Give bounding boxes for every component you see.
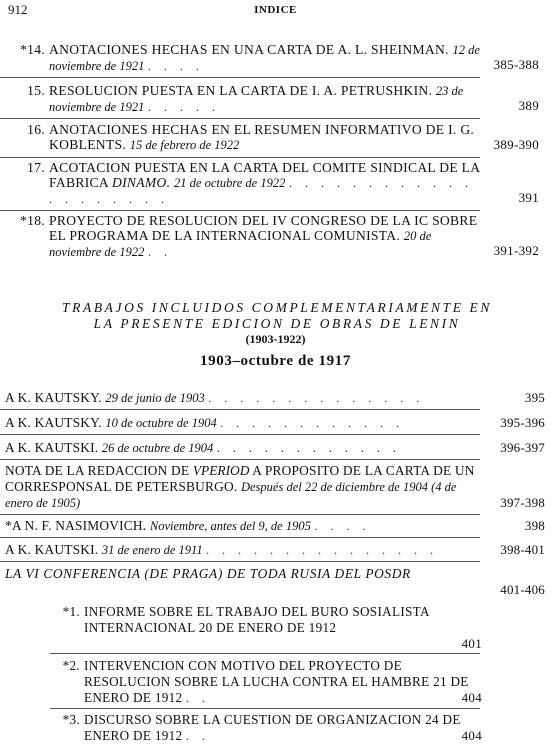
toc-entry: 17. ACOTACION PUESTA EN LA CARTA DEL COMITE SINDICAL DE LA FABRICA DINAMO. 21 de octubre de 1922 . . . . . . . . . . . . . . . . . . . . 391 <box>5 160 483 207</box>
page-number: 912 <box>8 2 28 17</box>
entry-page: 385-388 <box>493 57 539 72</box>
divider <box>0 434 480 435</box>
entry-date: 12 de noviembre de 1921 <box>49 43 480 73</box>
entry-number: 15. <box>27 83 45 98</box>
entry-page: 395 <box>524 390 545 405</box>
entry-page: 398 <box>524 518 545 533</box>
toc-entry <box>5 566 545 597</box>
entry-date: Después del 22 de diciembre de 1904 (4 de enero de 1905) <box>5 480 457 510</box>
entry-date: 20 de noviembre de 1922 <box>49 229 432 259</box>
entry-title: ANOTACIONES HECHAS EN UNA CARTA DE A. L. SHEINMAN. <box>49 42 449 57</box>
toc-entry: A K. KAUTSKY. 29 de junio de 1903 . . . . . . . . . . . . . . 395 <box>5 390 545 405</box>
divider <box>50 708 480 709</box>
toc-entry <box>5 122 539 153</box>
entry-title-emphasis: LA VI CONFERENCIA (DE PRAGA) DE TODA RUSIA DEL POSDR <box>5 566 411 581</box>
divider <box>0 561 480 562</box>
entry-title-cont: A PROPOSITO DE LA CARTA DE UN CORRESPONSAL DE PETERSBURGO. <box>5 463 475 494</box>
entry-title: PROYECTO DE RESOLUCION DEL IV CONGRESO DE LA IC SOBRE EL PROGRAMA DE LA INTERNACIONAL COMUNISTA. <box>49 213 478 243</box>
entry-title-emphasis: VPERIOD <box>192 463 250 478</box>
entry-page: 389-390 <box>493 137 539 152</box>
entry-page: 389 <box>518 98 539 113</box>
divider <box>0 210 480 211</box>
toc-subentry: *3. DISCURSO SOBRE LA CUESTION DE ORGANIZACION 24 DE ENERO DE 1912 . . 404 <box>50 712 480 744</box>
entry-title: A K. KAUTSKI. <box>5 440 99 455</box>
divider <box>0 409 480 410</box>
entry-date: 29 de junio de 1903 <box>105 391 205 405</box>
entry-title: A K. KAUTSKY. <box>5 390 102 405</box>
entry-title-emphasis: DINAMO. <box>111 175 171 190</box>
entry-page: 398-401 <box>500 542 545 557</box>
subentry-page: 404 <box>461 690 482 705</box>
subentry-number: *2. <box>62 658 80 673</box>
divider <box>50 653 480 654</box>
toc-entry: A K. KAUTSKI. 31 de enero de 1911 . . . . . . . . . . . . . . . 398-401 <box>5 542 545 557</box>
entry-page: 391 <box>518 190 539 205</box>
entry-page: 397-398 <box>500 495 545 510</box>
divider <box>0 514 480 515</box>
subentry-page: 401 <box>461 636 482 651</box>
page-header-title: INDICE <box>254 4 297 16</box>
toc-entry: *14. ANOTACIONES HECHAS EN UNA CARTA DE A. L. SHEINMAN. 12 de noviembre de 1921 . . . . 385-388 <box>5 42 483 74</box>
section-title-line-2: LA PRESENTE EDICION DE OBRAS DE LENIN <box>93 316 461 331</box>
subentry-title: DISCURSO SOBRE LA CUESTION DE ORGANIZACION 24 DE ENERO DE 1912 <box>84 712 461 743</box>
entry-number: *14. <box>20 42 45 57</box>
subentry-title: INFORME SOBRE EL TRABAJO DEL BURO SOSIALISTA INTERNACIONAL 20 DE ENERO DE 1912 <box>84 604 430 635</box>
toc-entry: *18. PROYECTO DE RESOLUCION DEL IV CONGRESO DE LA IC SOBRE EL PROGRAMA DE LA INTERNACIONAL COMUNISTA. 20 de noviembre de 1922 . . 391-392 <box>5 213 483 260</box>
subentry-number: *1. <box>62 604 80 619</box>
entry-title: ANOTACIONES HECHAS EN EL RESUMEN INFORMATIVO DE I. G. KOBLENTS. <box>49 122 475 152</box>
subentry-title: INTERVENCION CON MOTIVO DEL PROYECTO DE RESOLUCION SOBRE LA LUCHA CONTRA EL HAMBRE 21 DE ENERO DE 1912 <box>84 658 469 705</box>
entry-date: 15 de febrero de 1922 <box>129 138 240 152</box>
section-title-line-1: TRABAJOS INCLUIDOS COMPLEMENTARIAMENTE EN <box>62 300 492 315</box>
entry-date: 31 de enero de 1911 <box>101 543 203 557</box>
toc-subentry <box>50 604 482 651</box>
entry-title: A K. KAUTSKY. <box>5 415 102 430</box>
subentry-page: 404 <box>461 728 482 743</box>
toc-entry <box>5 463 545 511</box>
divider <box>0 157 480 158</box>
toc-entry: A K. KAUTSKI. 26 de octubre de 1904 . . . . . . . . . . . . 396-397 <box>5 440 545 455</box>
entry-title: A K. KAUTSKI. <box>5 542 99 557</box>
divider <box>0 77 480 78</box>
divider <box>0 537 480 538</box>
entry-date: 26 de octubre de 1904 <box>101 441 214 455</box>
entry-title: RESOLUCION PUESTA EN LA CARTA DE I. A. PETRUSHKIN. <box>49 83 433 98</box>
entry-title: ACOTACION PUESTA EN LA CARTA DEL COMITE SINDICAL DE LA FABRICA <box>49 160 480 190</box>
entry-page: 396-397 <box>500 440 545 455</box>
section-years: (1903-1922) <box>245 332 306 346</box>
entry-title: *A N. F. NASIMOVICH. <box>5 518 147 533</box>
entry-page: 391-392 <box>493 243 539 258</box>
entry-date: 10 de octubre de 1904 <box>105 416 217 430</box>
toc-entry: A K. KAUTSKY. 10 de octubre de 1904 . . . . . . . . . . . . 395-396 <box>5 415 545 430</box>
divider <box>0 118 480 119</box>
toc-entry: 15. RESOLUCION PUESTA EN LA CARTA DE I. A. PETRUSHKIN. 23 de noviembre de 1921 . . . . . 389 <box>5 83 483 115</box>
entry-number: 17. <box>27 160 45 175</box>
divider <box>0 459 480 460</box>
entry-date: Noviembre, antes del 9, de 1905 <box>149 519 311 533</box>
section-period: 1903–octubre de 1917 <box>200 353 351 369</box>
entry-date: 23 de noviembre de 1921 <box>49 84 464 114</box>
entry-number: 16. <box>27 122 45 137</box>
subentry-number: *3. <box>62 712 80 727</box>
entry-page: 395-396 <box>500 415 545 430</box>
entry-date: 21 de octubre de 1922 <box>174 176 286 190</box>
toc-entry: *A N. F. NASIMOVICH. Noviembre, antes del 9, de 1905 . . . . 398 <box>5 518 545 533</box>
entry-number: *18. <box>20 213 45 228</box>
entry-title: NOTA DE LA REDACCION DE <box>5 463 190 478</box>
entry-page: 401-406 <box>500 582 545 597</box>
toc-subentry: *2. INTERVENCION CON MOTIVO DEL PROYECTO DE RESOLUCION SOBRE LA LUCHA CONTRA EL HAMBRE 21 DE ENERO DE 1912 . . 404 <box>50 658 480 706</box>
